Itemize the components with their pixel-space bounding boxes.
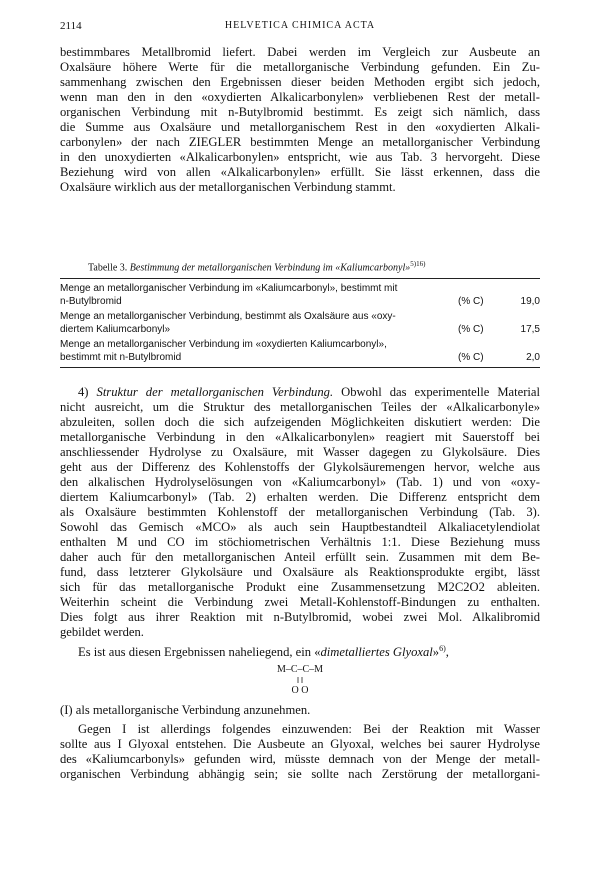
- text-line: bestimmbares Metallbromid liefert. Dabei werden im Vergleich zur Ausbeute an: [60, 45, 540, 59]
- text-line: sollte aus I Glyoxal entstehen. Die Ausbeute an Glyoxal, welches bei saurer Hydrolyse: [60, 737, 540, 751]
- text-line: Beziehung wird von allen «Alkalicarbonylen» erfüllt. Sie lässt erkennen, dass die: [60, 165, 540, 179]
- text-line: den alkalischen Hydrolyselösungen von «Kaliumcarbonyl» (Tab. 1) und von «oxy-: [60, 475, 540, 489]
- table-label: Tabelle 3.: [88, 262, 128, 274]
- text-line: enthalten M und CO im stöchiometrischen Verhältnis 1:1. Diese Beziehung muss: [60, 535, 540, 549]
- text-line: nicht ausreicht, um die Struktur des metallorganischen Teiles der «Alkalicarbonyle»: [60, 400, 540, 414]
- formula-double-bonds: ‖ ‖: [296, 676, 304, 685]
- text-line: Sowohl das Gemisch «MCO» als auch sein Hauptbestandteil Alkaliacetylendiolat: [60, 520, 540, 534]
- row-label: Menge an metallorganischer Verbindung im «oxydierten Kaliumcarbonyl»,: [60, 339, 387, 350]
- row-value: 2,0: [526, 352, 540, 363]
- row-unit: (% C): [458, 324, 484, 335]
- table-bottom-rule: [60, 367, 540, 368]
- text-line: die Summe aus Oxalsäure und metallorganischem Rest in den «oxydierten Alkali-: [60, 120, 540, 134]
- table-caption: [88, 260, 425, 273]
- section-number: 4): [78, 385, 89, 399]
- text-line: fund, dass letzterer Glykolsäure und Oxalsäure als Reaktionsprodukte ergibt, lässt: [60, 565, 540, 579]
- text-line: Dies folgt aus ihrer Reaktion mit n-Butylbromid, wobei zwei Mol. Alkalibromid: [60, 610, 540, 624]
- text-line: Es ist aus diesen Ergebnissen naheliegend, ein «dimetalliertes Glyoxal»$^{6)}$,: [78, 644, 449, 660]
- table-title-refs: 5)16): [410, 260, 426, 268]
- row-label: bestimmt mit n-Butylbromid: [60, 352, 182, 363]
- row-unit: (% C): [458, 296, 484, 307]
- text-line: metallorganische Verbindung in den «Alkalicarbonylen» reagiert mit Sauerstoff bei: [60, 430, 540, 444]
- text-line: carbonylen» der nach ZIEGLER bestimmten Menge an metallorganischer Verbindung: [60, 135, 540, 149]
- text-line: als Oxalsäure bestimmten Kohlenstoff der metallorganischen Verbindung (Tab. 3).: [60, 505, 540, 519]
- table-top-rule: [60, 278, 540, 279]
- text-line: organischen Verbindung abhängig sein; sie sollte nach Zerstörung der metallorgani-: [60, 767, 540, 781]
- text-line: abzuleiten, sollen doch die sich aufzeigenden Möglichkeiten diskutiert werden: Die: [60, 415, 540, 429]
- row-label: diertem Kaliumcarbonyl»: [60, 324, 171, 335]
- text-line: sammenhang zwischen den Ergebnissen dieser beiden Methoden ergibt sich jedoch,: [60, 75, 540, 89]
- row-value: 19,0: [520, 296, 540, 307]
- section-heading: Struktur der metallorganischen Verbindung.: [96, 385, 334, 399]
- formula-oxygens: O O: [291, 685, 309, 696]
- text-line: des «Kaliumcarbonyls» gefunden wird, müsste demnach von der Menge der metall-: [60, 752, 540, 766]
- text-line: 4) Struktur der metallorganischen Verbindung. Obwohl das experimentelle Material: [78, 385, 540, 399]
- text-line: in den unoxydierten «Alkalicarbonylen» entspricht, wie aus Tab. 3 hervorgeht. Diese: [60, 150, 540, 164]
- row-unit: (% C): [458, 352, 484, 363]
- text-line: sich für das metallorganische Produkt eine Zusammensetzung M2C2O2 ableiten.: [60, 580, 540, 594]
- text-line: organischen Verbindung mit n-Butylbromid bestimmt. Es zeigt sich nämlich, dass: [60, 105, 540, 119]
- text-line: daher auch für den metallorganischen Anteil erfüllt sein. Zusammen mit dem Be-: [60, 550, 540, 564]
- text-line: anschliessender Hydrolyse zu Oxalsäure, mit Wasser dagegen zu Glykolsäure. Dies: [60, 445, 540, 459]
- journal-title: HELVETICA CHIMICA ACTA: [224, 20, 376, 31]
- text-line: Oxalsäure höhere Werte für die metallorganische Verbindung gefunden. Ein Zu-: [60, 60, 540, 74]
- formula-chain: M–C–C–M: [276, 664, 324, 675]
- text-line: wenn man den in den «oxydierten Alkalicarbonylen» verbliebenen Rest der metall-: [60, 90, 540, 104]
- text-line: gebildet werden.: [60, 625, 144, 639]
- running-header: [60, 20, 540, 34]
- row-label: Menge an metallorganischer Verbindung im «Kaliumcarbonyl», bestimmt mit: [60, 283, 398, 294]
- text-line: Oxalsäure wirklich aus der metallorganischen Verbindung stammt.: [60, 180, 396, 194]
- text-line: Gegen I ist allerdings folgendes einzuwenden: Bei der Reaktion mit Wasser: [78, 722, 540, 736]
- page-number: 2114: [60, 20, 82, 32]
- text-line: diertem Kaliumcarbonyl» (Tab. 2) erhalten werden. Die Differenz entspricht dem: [60, 490, 540, 504]
- row-label: Menge an metallorganischer Verbindung, bestimmt als Oxalsäure aus «oxy-: [60, 311, 396, 322]
- italic-term: dimetalliertes Glyoxal: [320, 645, 433, 660]
- row-value: 17,5: [520, 324, 540, 335]
- footnote-ref: 6): [439, 644, 446, 653]
- text-line: geht aus der Differenz des Kohlenstoffs der Glykolsäuremengen hervor, welche aus: [60, 460, 540, 474]
- text-line: Weiterhin scheint die Verbindung zwei Metall-Kohlenstoff-Bindungen zu enthalten.: [60, 595, 540, 609]
- row-label: n-Butylbromid: [60, 296, 122, 307]
- table-title: Bestimmung der metallorganischen Verbindung im «Kaliumcarbonyl»: [129, 262, 411, 274]
- text-line: (I) als metallorganische Verbindung anzunehmen.: [60, 703, 311, 717]
